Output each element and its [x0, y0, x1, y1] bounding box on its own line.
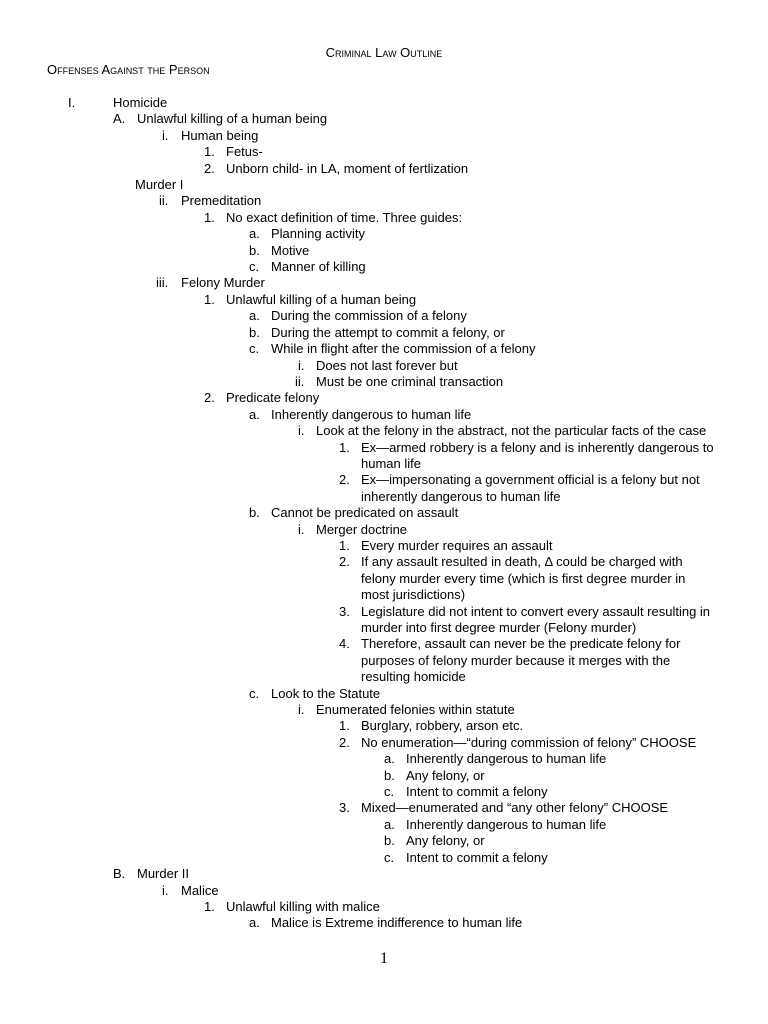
- outline-text: Ex—impersonating a government official is a felony but not inherently dangerous to human life: [361, 472, 700, 504]
- outline-marker: 1.: [204, 291, 215, 307]
- outline-item: [0, 407, 768, 423]
- outline-marker: I.: [68, 95, 76, 110]
- outline-text: Merger doctrine: [316, 521, 408, 537]
- outline-text: Does not last forever but: [316, 357, 458, 373]
- outline-marker: 2.: [204, 160, 215, 176]
- outline-item: [0, 718, 768, 734]
- outline-text: Enumerated felonies within statute: [316, 702, 515, 718]
- outline-marker: b.: [384, 767, 395, 783]
- outline-marker: 2.: [339, 554, 350, 570]
- outline-marker: c.: [249, 341, 260, 357]
- outline-text: Intent to commit a felony: [406, 849, 548, 865]
- outline-item: [0, 915, 768, 931]
- outline-text: Must be one criminal transaction: [316, 373, 504, 389]
- outline-marker: 4.: [339, 636, 350, 652]
- outline-marker: 1.: [204, 898, 215, 914]
- outline-item: [0, 768, 768, 784]
- outline-marker: 3.: [339, 800, 350, 816]
- outline-marker: 1.: [204, 209, 215, 225]
- outline-item: [0, 111, 768, 127]
- outline-text: Unborn child- in LA, moment of fertlization: [226, 160, 469, 176]
- outline-marker: 1.: [339, 537, 350, 553]
- outline-text: Mixed—enumerated and “any other felony” CHOOSE: [361, 800, 669, 816]
- outline-item: [0, 128, 768, 144]
- outline-marker: 2.: [339, 472, 350, 488]
- outline-text: Premeditation: [181, 193, 262, 209]
- outline-item: [0, 800, 768, 816]
- outline-text: Look to the Statute: [271, 685, 381, 701]
- outline-marker: b.: [249, 324, 260, 340]
- outline-text: Intent to commit a felony: [406, 784, 548, 800]
- outline-text: Planning activity: [271, 226, 365, 242]
- outline-text: Malice is Extreme indifference to human life: [271, 915, 523, 931]
- outline-text: While in flight after the commission of a felony: [271, 341, 536, 357]
- outline-text: Homicide: [113, 95, 168, 110]
- outline-item: [0, 144, 768, 160]
- outline-item: [0, 604, 768, 637]
- outline-item: [0, 390, 768, 406]
- outline-text: Inherently dangerous to human life: [271, 406, 472, 422]
- outline-marker: c.: [384, 784, 395, 800]
- outline-text: Predicate felony: [226, 390, 320, 406]
- outline-item: [0, 193, 768, 209]
- outline-item: [0, 275, 768, 291]
- outline-text: Every murder requires an assault: [361, 537, 553, 553]
- outline-text: Cannot be predicated on assault: [271, 505, 459, 521]
- outline-marker: a.: [249, 226, 260, 242]
- outline-item: [0, 817, 768, 833]
- outline-marker: i.: [298, 521, 305, 537]
- outline-marker: c.: [249, 685, 260, 701]
- outline-marker: i.: [298, 423, 305, 439]
- outline-text: Legislature did not intent to convert every assault resulting in murder into first degree murder (Felony murder): [361, 603, 711, 635]
- outline-text: Ex—armed robbery is a felony and is inherently dangerous to human life: [361, 439, 714, 471]
- outline-item: [0, 784, 768, 800]
- outline-text: Murder II: [137, 866, 190, 882]
- outline-item: [0, 538, 768, 554]
- outline-text: Inherently dangerous to human life: [406, 751, 607, 767]
- outline-item: [0, 210, 768, 226]
- outline-marker: b.: [384, 833, 395, 849]
- outline-text: Human being: [181, 127, 259, 143]
- outline-marker: c.: [384, 849, 395, 865]
- outline-item: [0, 177, 768, 193]
- page-number: 1: [380, 950, 388, 967]
- outline-text: Malice: [181, 882, 219, 898]
- outline-text: Any felony, or: [406, 767, 485, 783]
- outline-marker: a.: [249, 406, 260, 422]
- outline-marker: a.: [249, 915, 260, 931]
- outline-marker: a.: [249, 308, 260, 324]
- outline-marker: c.: [249, 259, 260, 275]
- outline-item: [0, 554, 768, 603]
- outline-item: [0, 636, 768, 685]
- outline-marker: i.: [298, 702, 305, 718]
- outline-text: No enumeration—“during commission of felony” CHOOSE: [361, 734, 697, 750]
- outline-text: If any assault resulted in death, Δ could be charged with felony murder every time (which is first degree murder in most jurisdictions): [361, 554, 686, 603]
- outline-text: No exact definition of time. Three guides:: [226, 209, 463, 225]
- outline-marker: i.: [162, 127, 169, 143]
- outline-item: [0, 899, 768, 915]
- outline-item: [0, 341, 768, 357]
- outline-marker: A.: [113, 111, 126, 127]
- outline-text: During the commission of a felony: [271, 308, 467, 324]
- document-title: Criminal Law Outline: [325, 45, 443, 60]
- outline-text: Felony Murder: [181, 275, 265, 291]
- outline-item: [0, 505, 768, 521]
- outline-text: Therefore, assault can never be the predicate felony for purposes of felony murder because it merges with the resulting homicide: [361, 636, 681, 685]
- outline-item: [0, 440, 768, 473]
- outline-item: [0, 866, 768, 882]
- outline-text: During the attempt to commit a felony, or: [271, 324, 505, 340]
- outline-marker: B.: [113, 866, 126, 882]
- outline-marker: 1.: [204, 144, 215, 160]
- outline-marker: 1.: [339, 439, 350, 455]
- outline-item: [0, 850, 768, 866]
- outline-item: [0, 226, 768, 242]
- outline-item: [0, 374, 768, 390]
- outline-text: Burglary, robbery, arson etc.: [361, 718, 524, 734]
- outline-text: Look at the felony in the abstract, not the particular facts of the case: [316, 423, 707, 439]
- outline-marker: 2.: [204, 390, 215, 406]
- outline-text: Any felony, or: [406, 833, 485, 849]
- outline-marker: 2.: [339, 734, 350, 750]
- outline-marker: ii.: [159, 193, 169, 209]
- outline-marker: 3.: [339, 603, 350, 619]
- outline-item: [0, 702, 768, 718]
- outline-text: Unlawful killing of a human being: [226, 291, 417, 307]
- outline-item: [0, 95, 768, 111]
- outline-item: [0, 883, 768, 899]
- outline-item: [0, 308, 768, 324]
- outline-item: [0, 522, 768, 538]
- outline-marker: ii.: [295, 373, 305, 389]
- outline-item: [0, 292, 768, 308]
- outline-marker: b.: [249, 242, 260, 258]
- outline-marker: i.: [298, 357, 305, 373]
- outline-item: [0, 161, 768, 177]
- section-heading: Offenses Against the Person: [47, 62, 210, 77]
- outline-text: Manner of killing: [271, 259, 366, 275]
- outline-marker: a.: [384, 751, 395, 767]
- outline-text: Motive: [271, 242, 310, 258]
- outline-item: [0, 751, 768, 767]
- outline-text: Unlawful killing of a human being: [137, 111, 328, 127]
- outline-marker: a.: [384, 816, 395, 832]
- outline-text: Inherently dangerous to human life: [406, 816, 607, 832]
- outline-text: Fetus-: [226, 144, 263, 160]
- outline-list: [0, 95, 768, 932]
- outline-item: [0, 325, 768, 341]
- outline-text: Murder I: [135, 177, 184, 193]
- outline-item: [0, 358, 768, 374]
- outline-marker: b.: [249, 505, 260, 521]
- outline-item: [0, 259, 768, 275]
- outline-item: [0, 735, 768, 751]
- outline-item: [0, 472, 768, 505]
- outline-marker: i.: [162, 882, 169, 898]
- outline-item: [0, 686, 768, 702]
- outline-marker: 1.: [339, 718, 350, 734]
- outline-item: [0, 243, 768, 259]
- outline-item: [0, 833, 768, 849]
- outline-marker: iii.: [156, 275, 169, 291]
- outline-text: Unlawful killing with malice: [226, 898, 380, 914]
- outline-item: [0, 423, 768, 439]
